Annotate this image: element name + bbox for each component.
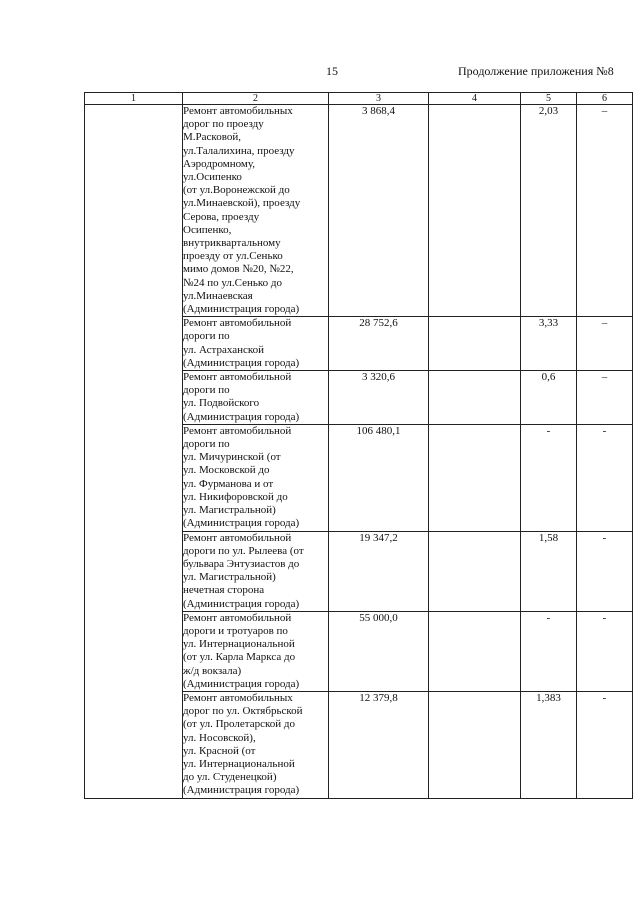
column-6-cell: - (577, 691, 633, 798)
description-line: №24 по ул.Сенько до (183, 276, 283, 289)
column-6-cell: – (577, 105, 633, 317)
amount-cell: 3 868,4 (329, 105, 429, 317)
column-5-cell: 0,6 (521, 371, 577, 425)
description-line: дороги по ул. Рылеева (от (183, 544, 304, 557)
appendix-table (84, 92, 633, 799)
description-line: ул. Красной (от (183, 744, 256, 757)
column-number: 4 (429, 93, 521, 105)
description-cell (183, 531, 329, 611)
column-5-cell: 1,58 (521, 531, 577, 611)
amount-cell: 55 000,0 (329, 611, 429, 691)
column-number: 5 (521, 93, 577, 105)
column-6-cell: – (577, 371, 633, 425)
description-line: Ремонт автомобильной (183, 424, 292, 437)
column-number: 6 (577, 93, 633, 105)
description-line: Ремонт автомобильной (183, 317, 292, 330)
description-line: ул. Магистральной) (183, 571, 276, 584)
column-4-cell (429, 531, 521, 611)
description-line: Ремонт автомобильной (183, 531, 292, 544)
description-line: ул.Талалихина, проезду (183, 144, 295, 157)
description-line: (Администрация города) (183, 517, 300, 530)
description-line: (Администрация города) (183, 303, 300, 316)
description-line: Осипенко, (183, 223, 232, 236)
description-line: (Администрация города) (183, 597, 300, 610)
description-line: (Администрация города) (183, 784, 300, 797)
table-row (85, 105, 633, 317)
description-line: Ремонт автомобильных (183, 105, 293, 117)
column-number: 2 (183, 93, 329, 105)
description-line: ул. Никифоровской до (183, 490, 288, 503)
amount-cell: 106 480,1 (329, 424, 429, 531)
description-cell (183, 371, 329, 425)
description-line: (Администрация города) (183, 410, 300, 423)
description-cell (183, 424, 329, 531)
description-line: ул.Минаевская (183, 289, 253, 302)
description-line: Ремонт автомобильной (183, 371, 292, 384)
description-line: дороги и тротуаров по (183, 624, 288, 637)
description-line: ул. Астраханской (183, 343, 265, 356)
description-line: ул. Интернациональной (183, 638, 295, 651)
description-line: ул. Магистральной) (183, 504, 276, 517)
description-cell (183, 105, 329, 317)
description-line: дороги по (183, 438, 230, 451)
column-4-cell (429, 424, 521, 531)
column-5-cell: 2,03 (521, 105, 577, 317)
amount-cell: 12 379,8 (329, 691, 429, 798)
description-cell (183, 317, 329, 371)
description-line: ул.Минаевской), проезду (183, 197, 301, 210)
column-6-cell: - (577, 531, 633, 611)
description-line: внутриквартальному (183, 237, 281, 250)
column-5-cell: - (521, 424, 577, 531)
description-line: М.Расковой, (183, 131, 241, 144)
description-line: ул. Мичуринской (от (183, 451, 281, 464)
description-line: ул. Носовской), (183, 731, 256, 744)
column-number: 3 (329, 93, 429, 105)
description-line: дорог по ул. Октябрьской (183, 705, 303, 718)
column-5-cell: 3,33 (521, 317, 577, 371)
description-line: бульвара Энтузиастов до (183, 557, 300, 570)
description-line: Ремонт автомобильных (183, 691, 293, 704)
description-line: ул.Осипенко (183, 171, 242, 184)
column-numbers-row (85, 93, 633, 105)
description-line: ул. Подвойского (183, 397, 260, 410)
column-6-cell: - (577, 611, 633, 691)
column-number: 1 (85, 93, 183, 105)
column-4-cell (429, 105, 521, 317)
description-line: дороги по (183, 330, 230, 343)
description-line: (от ул.Воронежской до (183, 184, 290, 197)
description-line: Аэродромному, (183, 157, 255, 170)
description-line: ж/д вокзала) (183, 664, 242, 677)
description-line: Ремонт автомобильной (183, 611, 292, 624)
description-line: мимо домов №20, №22, (183, 263, 294, 276)
column-4-cell (429, 317, 521, 371)
description-line: ул. Московской до (183, 464, 270, 477)
column-4-cell (429, 611, 521, 691)
description-line: дорог по проезду (183, 118, 264, 131)
amount-cell: 19 347,2 (329, 531, 429, 611)
column-6-cell: – (577, 317, 633, 371)
description-cell (183, 611, 329, 691)
page-number: 15 (326, 64, 338, 78)
description-line: ул. Фурманова и от (183, 477, 274, 490)
description-line: до ул. Студенецкой) (183, 771, 277, 784)
description-line: дороги по (183, 384, 230, 397)
description-cell (183, 691, 329, 798)
description-line: нечетная сторона (183, 584, 265, 597)
amount-cell: 28 752,6 (329, 317, 429, 371)
description-line: проезду от ул.Сенько (183, 250, 283, 263)
column-5-cell: 1,383 (521, 691, 577, 798)
description-line: (Администрация города) (183, 356, 300, 369)
column-4-cell (429, 371, 521, 425)
description-line: (от ул. Карла Маркса до (183, 651, 296, 664)
description-line: (Администрация города) (183, 677, 300, 690)
column-4-cell (429, 691, 521, 798)
column-5-cell: - (521, 611, 577, 691)
description-line: ул. Интернациональной (183, 757, 295, 770)
column-1-cell (85, 105, 183, 799)
continuation-label: Продолжение приложения №8 (458, 64, 614, 78)
description-line: Серова, проезду (183, 210, 260, 223)
amount-cell: 3 320,6 (329, 371, 429, 425)
description-line: (от ул. Пролетарской до (183, 718, 295, 731)
column-6-cell: - (577, 424, 633, 531)
